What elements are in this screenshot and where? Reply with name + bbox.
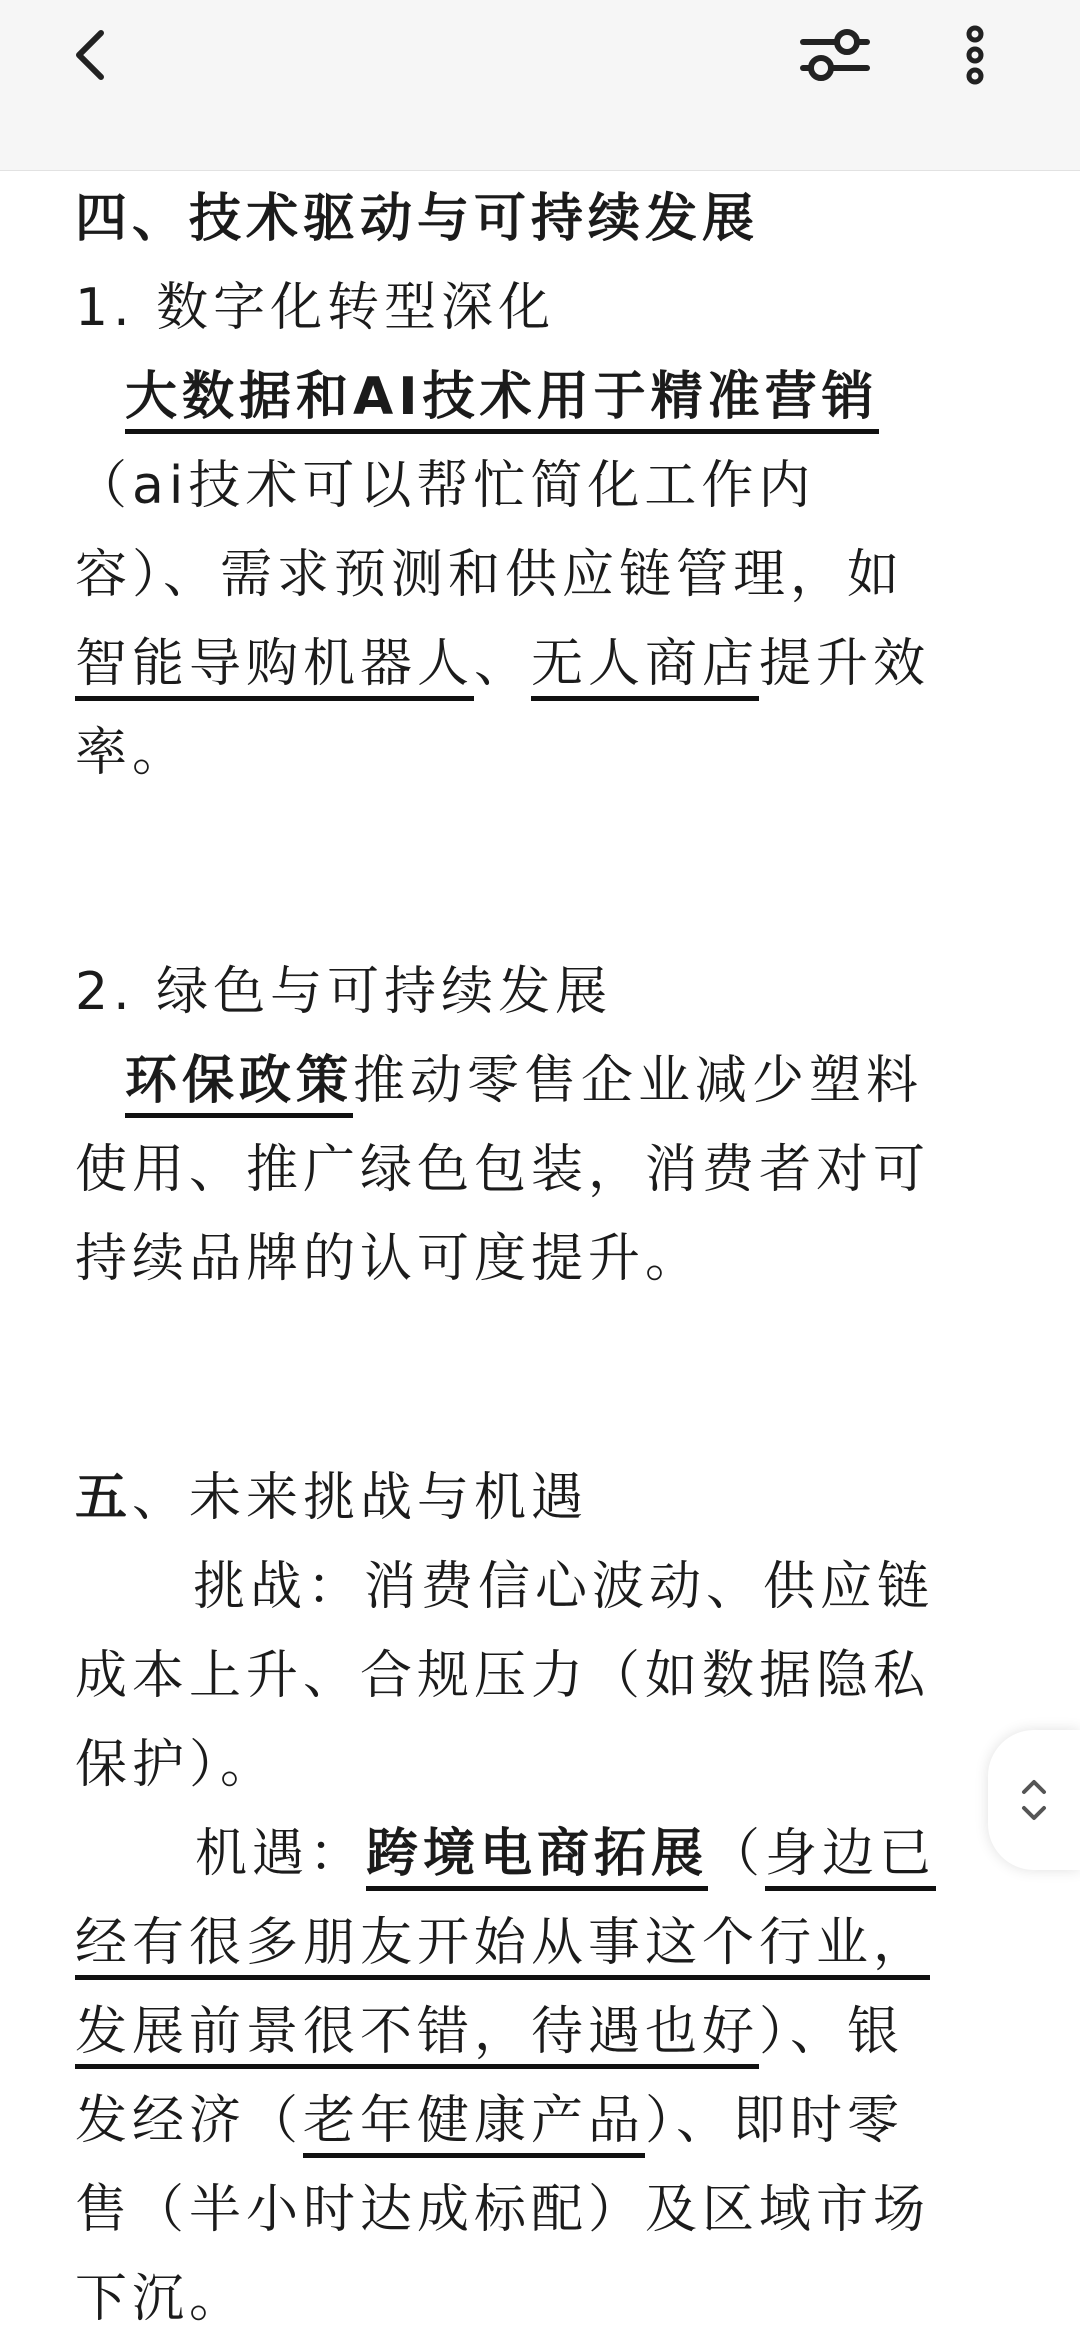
chevron-up-icon[interactable] [1021,1779,1047,1795]
filter-button[interactable] [795,0,875,110]
opportunity-line-4 [75,2077,1005,2166]
item-1-highlight: 大数据和AI技术用于精准营销 [125,367,879,434]
opportunity-underline-1: 身边已 [765,1824,936,1891]
chevron-left-icon [73,29,107,81]
chevron-down-icon[interactable] [1021,1805,1047,1821]
opportunity-line-6: 下沉。 [75,2269,247,2329]
opportunity-bold: 跨境电商拓展 [366,1824,708,1891]
opportunity-line-3-end: ）、银 [759,2002,905,2062]
more-vertical-icon [960,24,990,86]
more-options-button[interactable] [945,0,1005,110]
back-button[interactable] [55,0,125,110]
challenge-line-3: 保护）。 [75,1735,278,1795]
opportunity-line-1 [75,1810,1005,1899]
item-1-underline-2: 无人商店 [531,634,759,701]
top-bar [0,0,1080,171]
item-1-underline-1: 智能导购机器人 [75,634,474,701]
opportunity-underline-4: 老年健康产品 [303,2091,645,2158]
item-2-line-3: 持续品牌的认可度提升。 [75,1229,703,1289]
opportunity-underline-2: 经有很多朋友开始从事这个行业， [75,1913,930,1980]
item-2-bold: 环保政策 [125,1051,353,1118]
item-1-line-3 [75,620,1005,709]
sliders-icon [799,24,871,86]
spacer [75,798,1005,948]
page-scroll-control[interactable] [988,1730,1080,1870]
item-1-separator: 、 [474,634,532,694]
note-content[interactable] [75,175,1005,2344]
item-2-line-1-rest: 推动零售企业减少塑料 [353,1051,924,1111]
challenge-line-1: 挑战：消费信心波动、供应链 [193,1557,935,1617]
item-2-line-1 [75,1037,1005,1126]
item-1-line-3-end: 提升效 [759,634,931,694]
opportunity-line-5: 售（半小时达成标配）及区域市场 [75,2180,931,2240]
section-5-title-bold: 五 [75,1468,133,1528]
challenge-line-2: 成本上升、合规压力（如数据隐私 [75,1646,931,1706]
opportunity-line-2 [75,1899,1005,1988]
opportunity-line-3 [75,1988,1005,2077]
section-4-title: 四、技术驱动与可持续发展 [75,189,760,249]
section-5-title [75,1454,1005,1543]
item-1-line-2: 容）、需求预测和供应链管理，如 [75,545,905,605]
item-2-line-2: 使用、推广绿色包装，消费者对可 [75,1140,931,1200]
spacer [75,1304,1005,1454]
opportunity-underline-3: 发展前景很不错，待遇也好 [75,2002,759,2069]
opportunity-label: 机遇： [195,1824,367,1884]
item-1-highlight-line [75,353,1005,442]
section-5-title-rest: 、未来挑战与机遇 [132,1468,589,1528]
item-2-title: 2. 绿色与可持续发展 [75,962,613,1022]
item-1-title: 1. 数字化转型深化 [75,278,556,338]
item-1-line-1: （ai技术可以帮忙简化工作内 [75,456,816,516]
opportunity-line-4-b: ）、即时零 [645,2091,905,2151]
opportunity-line-4-a: 发经济（ [75,2091,304,2151]
opportunity-paren: （ [708,1824,766,1884]
item-1-line-4: 率。 [75,723,190,783]
